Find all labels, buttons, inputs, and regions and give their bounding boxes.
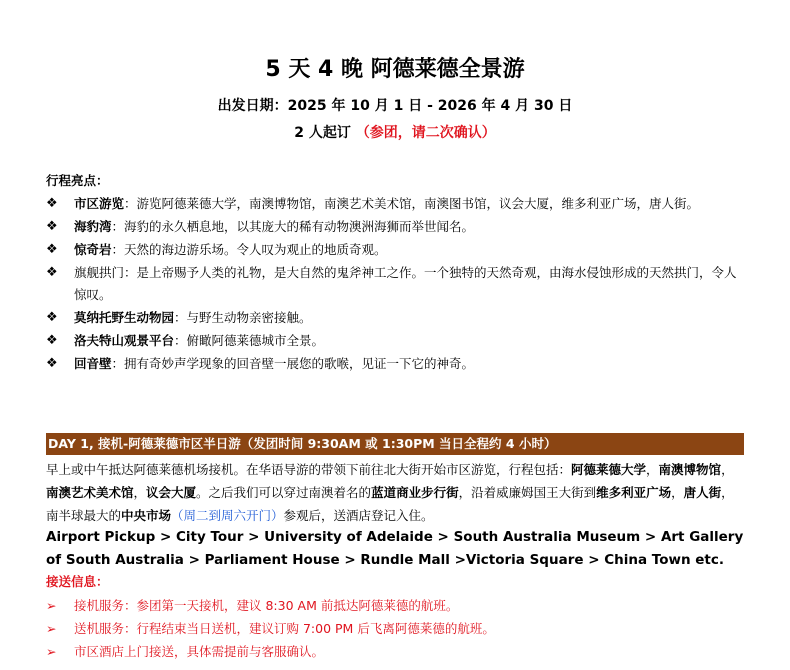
min-pax-line — [0, 122, 790, 144]
diamond-bullet-icon: ❖ — [46, 310, 58, 325]
highlight-item: ❖ 莫纳托野生动物园：与野生动物亲密接触。 — [46, 307, 746, 329]
min-pax: 2 人起订 — [294, 125, 351, 141]
highlights-title: 行程亮点： — [46, 173, 109, 188]
departure-dates: 出发日期：2025 年 10 月 1 日 - 2026 年 4 月 30 日 — [217, 98, 573, 114]
diamond-bullet-icon: ❖ — [46, 265, 58, 280]
arrow-bullet-icon: ➢ — [46, 644, 57, 659]
diamond-bullet-icon: ❖ — [46, 356, 58, 371]
highlight-item: ❖ 海豹湾：海豹的永久栖息地，以其庞大的稀有动物澳洲海狮而举世闻名。 — [46, 216, 746, 238]
highlight-item: ❖ 惊奇岩：天然的海边游乐场。令人叹为观止的地质奇观。 — [46, 239, 746, 261]
day1-header-band: DAY 1, 接机-阿德莱德市区半日游（发团时间 9:30AM 或 1:30PM 当日全程约 4 小时） — [46, 433, 744, 455]
market-hours-note: （周二到周六开门） — [171, 508, 284, 523]
highlight-item: ❖ 旗舰拱门：是上帝赐予人类的礼物，是大自然的鬼斧神工之作。一个独特的天然奇观，由海水侵蚀形成的天然拱门，令人惊叹。 — [46, 262, 746, 306]
arrow-bullet-icon: ➢ — [46, 621, 57, 636]
transfer-title: 接送信息： — [46, 574, 109, 589]
transfer-item: ➢ 送机服务：行程结束当日送机，建议订购 7:00 PM 后飞离阿德莱德的航班。 — [46, 617, 746, 640]
diamond-bullet-icon: ❖ — [46, 242, 58, 257]
diamond-bullet-icon: ❖ — [46, 219, 58, 234]
diamond-bullet-icon: ❖ — [46, 333, 58, 348]
day1-description: 早上或中午抵达阿德莱德机场接机。在华语导游的带领下前往北大街开始市区游览，行程包括：阿德莱德大学，南澳博物馆，南澳艺术美术馆，议会大厦。之后我们可以穿过南澳着名的蓝道商业步行街，沿着威廉姆国王大街到维多利亚广场，唐人街，南半球最大的中央市场（周二到周六开门）参观后，送酒店登记入住。 — [46, 462, 734, 523]
transfer-item: ➢ 接机服务：参团第一天接机，建议 8:30 AM 前抵达阿德莱德的航班。 — [46, 594, 746, 617]
diamond-bullet-icon: ❖ — [46, 196, 58, 211]
page-title: 5 天 4 晚 阿德莱德全景游 — [265, 57, 525, 82]
min-pax-note: （参团，请二次确认） — [355, 125, 496, 141]
highlight-item: ❖ 回音壁：拥有奇妙声学现象的回音壁一展您的歌喉，见证一下它的神奇。 — [46, 353, 746, 375]
arrow-bullet-icon: ➢ — [46, 598, 57, 613]
day1-route: Airport Pickup > City Tour > University of Adelaide > South Australia Museum > Art Gallery of South Australia > Parliament House > Rundle Mall >Victoria Square > China Town etc. — [46, 529, 744, 568]
highlights-list — [46, 193, 746, 376]
highlight-item: ❖ 市区游览：游览阿德莱德大学，南澳博物馆，南澳艺术美术馆，南澳图书馆，议会大厦，维多利亚广场，唐人街。 — [46, 193, 746, 215]
highlight-item: ❖ 洛夫特山观景平台：俯瞰阿德莱德城市全景。 — [46, 330, 746, 352]
transfer-list — [46, 594, 746, 663]
transfer-item: ➢ 市区酒店上门接送，具体需提前与客服确认。 — [46, 640, 746, 663]
